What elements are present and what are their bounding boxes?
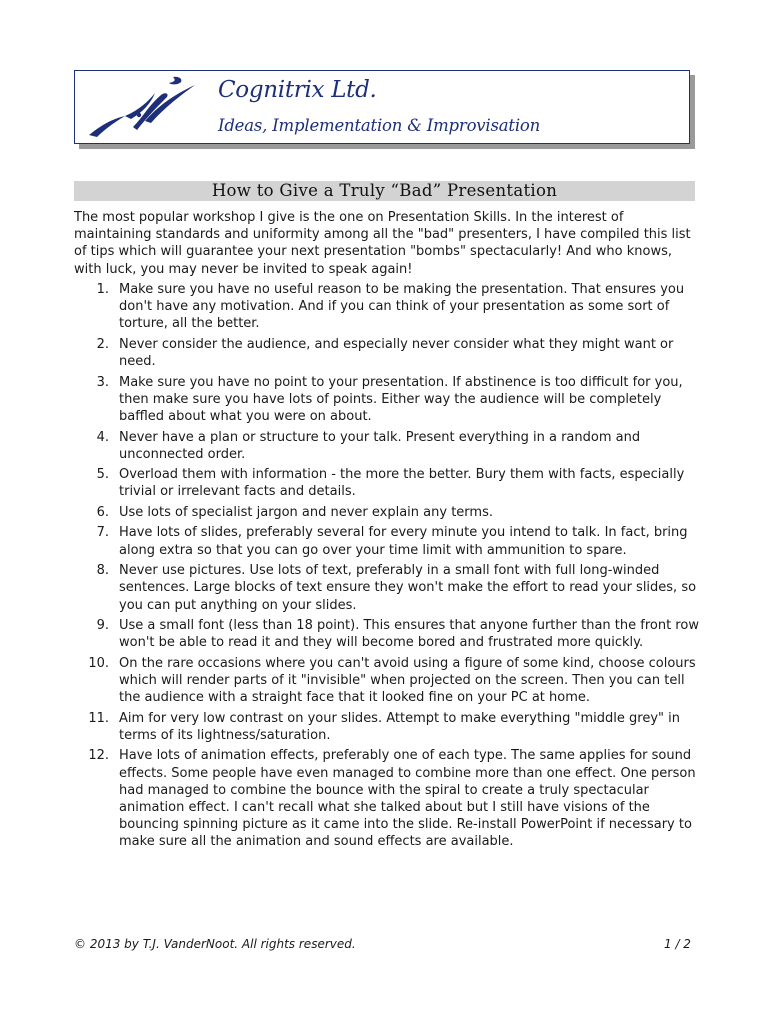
list-item	[74, 617, 700, 651]
list-item	[74, 374, 700, 426]
list-number: 5.	[96, 467, 109, 483]
page-number: 1 / 2	[664, 937, 691, 951]
list-text: On the rare occasions where you can't avoid using a figure of some kind, choose colours which will render parts of it "invisible" when projected on the screen. Then you can tell the audience with a straight face that it looked fine on your PC at home.	[119, 655, 696, 706]
title-bar	[74, 181, 695, 201]
list-text: Aim for very low contrast on your slides. Attempt to make everything "middle grey" in terms of its lightness/saturation.	[119, 710, 680, 743]
list-text: Never use pictures. Use lots of text, preferably in a small font with full long-winded sentences. Large blocks of text ensure they won't make the effort to read your slides, so you can put anything on your slides.	[119, 563, 697, 613]
list-text: Have lots of slides, preferably several for every minute you intend to talk. In fact, bring along extra so that you can go over your time limit with ammunition to spare.	[119, 525, 688, 558]
list-number: 6.	[96, 504, 109, 520]
list-item	[74, 562, 700, 614]
letterhead-box	[74, 70, 690, 144]
list-item	[74, 429, 700, 463]
list-text: Use a small font (less than 18 point). This ensures that anyone further than the front row won't be able to read it and they will become bored and frustrated more quickly.	[119, 618, 699, 651]
intro-paragraph: The most popular workshop I give is the one on Presentation Skills. In the interest of maintaining standards and uniformity among all the "bad" presenters, I have compiled this list of tips which will guarantee your next presentation "bombs" spectacularly! And who knows, with luck, you may never be invited to speak again!	[74, 210, 691, 277]
list-item	[74, 655, 700, 707]
list-item	[74, 281, 700, 333]
list-item	[74, 466, 700, 500]
list-item	[74, 336, 700, 370]
company-tagline: Ideas, Implementation & Improvisation	[218, 116, 541, 135]
footer-copyright: © 2013 by T.J. VanderNoot. All rights reserved.	[74, 937, 356, 951]
list-number: 1.	[96, 282, 109, 297]
list-text: Use lots of specialist jargon and never explain any terms.	[119, 504, 493, 520]
list-text: Overload them with information - the more the better. Bury them with facts, especially trivial or irrelevant facts and details.	[119, 467, 685, 500]
list-text: Have lots of animation effects, preferably one of each type. The same applies for sound effects. Some people have even managed to combine more than one effect. One person had managed to combine the bounce with the spiral to create a truly spectacular animation effect. I can't recall what she talked about but I still have visions of the bouncing spinning picture as it came into the slide. Re-install PowerPoint if necessary to make sure all the animation and sound effects are available.	[119, 748, 696, 850]
list-item	[74, 747, 700, 850]
list-number: 2.	[96, 336, 109, 352]
list-number: 3.	[96, 374, 109, 390]
list-text: Make sure you have no useful reason to be making the presentation. That ensures you don't have any motivation. And if you can think of your presentation as some sort of torture, all the better.	[119, 282, 685, 332]
list-number: 10.	[88, 655, 109, 671]
list-text: Never consider the audience, and especially never consider what they might want or need.	[119, 336, 674, 370]
list-number: 8.	[96, 563, 109, 579]
tips-list	[74, 281, 700, 854]
company-name: Cognitrix Ltd.	[218, 77, 377, 103]
list-text: Make sure you have no point to your presentation. If abstinence is too difficult for you, then make sure you have lots of points. Either way the audience will be completely baffled about what you were on about.	[119, 374, 683, 425]
document-title: How to Give a Truly “Bad” Presentation	[211, 181, 558, 200]
list-number: 7.	[96, 525, 109, 541]
list-number: 9.	[96, 618, 109, 634]
list-item	[74, 524, 700, 558]
list-item	[74, 504, 700, 521]
list-number: 4.	[96, 429, 109, 445]
list-item	[74, 710, 700, 744]
list-text: Never have a plan or structure to your talk. Present everything in a random and unconnected order.	[119, 429, 641, 462]
swoosh-figure-logo-icon	[85, 75, 203, 139]
list-number: 12.	[88, 748, 109, 764]
list-number: 11.	[88, 710, 109, 726]
